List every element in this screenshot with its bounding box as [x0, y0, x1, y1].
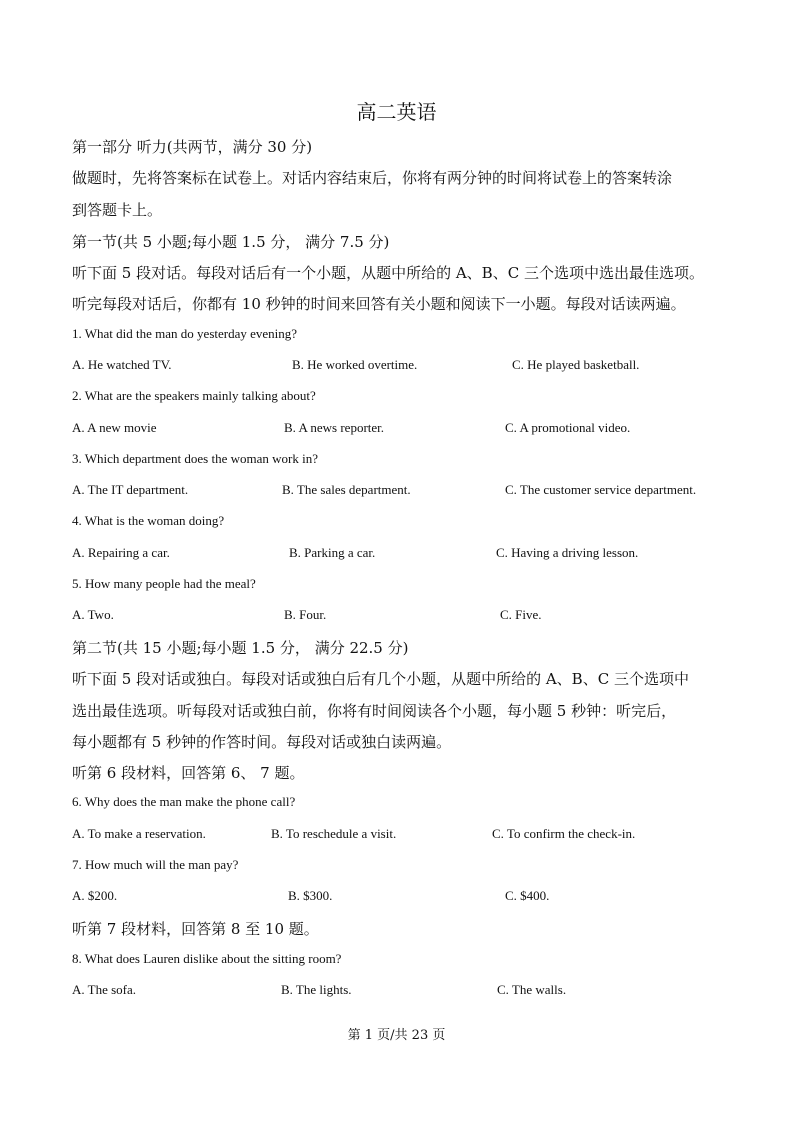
q2-option-c: C. A promotional video.: [505, 420, 631, 435]
q6-option-a: A. To make a reservation.: [72, 826, 206, 841]
q3-option-a: A. The IT department.: [72, 482, 189, 497]
question-8: 8. What does Lauren dislike about the sitting room?: [72, 951, 342, 966]
q7-option-a: A. $200.: [72, 888, 118, 903]
section1-heading: 第一节(共 5 小题;每小题 1.5 分， 满分 7.5 分): [72, 233, 390, 251]
question-3: 3. Which department does the woman work in?: [72, 451, 318, 466]
q1-option-a: A. He watched TV.: [72, 357, 172, 372]
question-4: 4. What is the woman doing?: [72, 513, 225, 528]
q2-option-a: A. A new movie: [72, 420, 157, 435]
q6-option-b: B. To reschedule a visit.: [271, 826, 397, 841]
question-6: 6. Why does the man make the phone call?: [72, 794, 296, 809]
q5-option-a: A. Two.: [72, 607, 114, 622]
q7-option-c: C. $400.: [505, 888, 550, 903]
part1-heading: 第一部分 听力(共两节，满分 30 分): [72, 138, 313, 156]
section1-instruction-line1: 听下面 5 段对话。每段对话后有一个小题，从题中所给的 A、B、C 三个选项中选出最佳选项。: [72, 264, 704, 282]
question-2: 2. What are the speakers mainly talking about?: [72, 388, 316, 403]
q5-option-c: C. Five.: [500, 607, 542, 622]
part1-instruction-line2: 到答题卡上。: [72, 201, 163, 219]
q4-option-a: A. Repairing a car.: [72, 545, 170, 560]
section2-heading: 第二节(共 15 小题;每小题 1.5 分， 满分 22.5 分): [72, 639, 409, 657]
page-title: 高二英语: [356, 100, 437, 124]
section2-instruction-line3: 每小题都有 5 秒钟的作答时间。每段对话或独白读两遍。: [72, 733, 452, 751]
q8-option-c: C. The walls.: [497, 982, 567, 997]
section2-instruction-line1: 听下面 5 段对话或独白。每段对话或独白后有几个小题，从题中所给的 A、B、C 三个选项中: [72, 670, 689, 688]
material-7-heading: 听第 7 段材料，回答第 8 至 10 题。: [72, 920, 319, 938]
question-7: 7. How much will the man pay?: [72, 857, 239, 872]
question-5: 5. How many people had the meal?: [72, 576, 256, 591]
q3-option-c: C. The customer service department.: [505, 482, 697, 497]
q1-option-b: B. He worked overtime.: [292, 357, 418, 372]
q8-option-a: A. The sofa.: [72, 982, 137, 997]
part1-instruction-line1: 做题时，先将答案标在试卷上。对话内容结束后，你将有两分钟的时间将试卷上的答案转涂: [72, 169, 673, 187]
material-6-heading: 听第 6 段材料，回答第 6、 7 题。: [72, 764, 305, 782]
q2-option-b: B. A news reporter.: [284, 420, 385, 435]
question-1: 1. What did the man do yesterday evening?: [72, 326, 298, 341]
q3-option-b: B. The sales department.: [282, 482, 411, 497]
q1-option-c: C. He played basketball.: [512, 357, 640, 372]
q4-option-c: C. Having a driving lesson.: [496, 545, 639, 560]
q4-option-b: B. Parking a car.: [289, 545, 376, 560]
page-footer: 第 1 页/共 23 页: [347, 1028, 446, 1043]
q8-option-b: B. The lights.: [281, 982, 352, 997]
section2-instruction-line2: 选出最佳选项。听每段对话或独白前，你将有时间阅读各个小题，每小题 5 秒钟：听完后，: [72, 702, 677, 720]
q6-option-c: C. To confirm the check-in.: [492, 826, 636, 841]
section1-instruction-line2: 听完每段对话后，你都有 10 秒钟的时间来回答有关小题和阅读下一小题。每段对话读两遍。: [72, 295, 686, 313]
q5-option-b: B. Four.: [284, 607, 327, 622]
q7-option-b: B. $300.: [288, 888, 333, 903]
